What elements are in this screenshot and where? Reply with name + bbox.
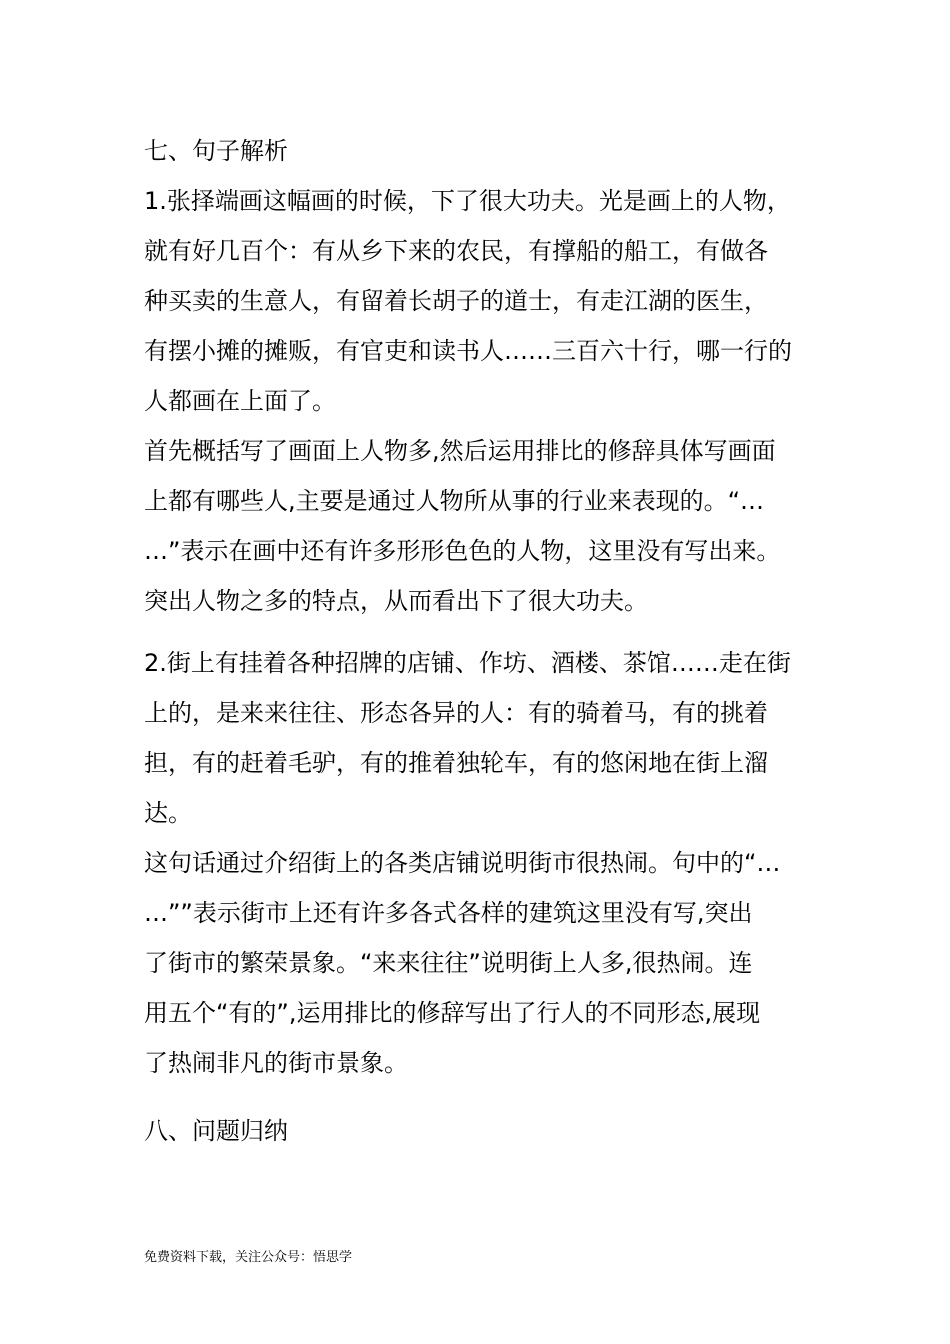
text-line: 上都有哪些人,主要是通过人物所从事的行业来表现的。“… [144, 487, 765, 515]
page-footer: 免费资料下载，关注公众号：悟思学 [144, 1250, 353, 1265]
item-2-analysis [144, 838, 814, 1088]
section-heading-8: 八、问题归纳 [144, 1117, 288, 1145]
text-line: 了热闹非凡的街市景象。 [144, 1049, 408, 1077]
text-line: 用五个“有的”,运用排比的修辞写出了行人的不同形态,展现 [144, 999, 761, 1027]
text-line: 种买卖的生意人，有留着长胡子的道士，有走江湖的医生， [144, 287, 768, 315]
text-line: 突出人物之多的特点，从而看出下了很大功夫。 [144, 587, 648, 615]
section-heading-7: 七、句子解析 [144, 137, 288, 165]
text-line: 这句话通过介绍街上的各类店铺说明街市很热闹。句中的“… [144, 849, 781, 877]
text-line: …””表示街市上还有许多各式各样的建筑这里没有写,突出 [144, 899, 753, 927]
item-2-sentence [144, 638, 814, 838]
item-1-analysis [144, 426, 814, 626]
text-line: 1.张择端画这幅画的时候，下了很大功夫。光是画上的人物， [144, 187, 791, 215]
text-line: 担，有的赶着毛驴，有的推着独轮车，有的悠闲地在街上溜 [144, 749, 768, 777]
text-line: 了街市的繁荣景象。“来来往往”说明街上人多,很热闹。连 [144, 949, 753, 977]
paragraph-gap [144, 1088, 814, 1106]
text-line: 2.街上有挂着各种招牌的店铺、作坊、酒楼、茶馆……走在街 [144, 649, 791, 677]
document-body [144, 126, 814, 1156]
paragraph-gap [144, 626, 814, 638]
text-line: 首先概括写了画面上人物多,然后运用排比的修辞具体写画面 [144, 437, 776, 465]
text-line: 有摆小摊的摊贩，有官吏和读书人……三百六十行，哪一行的 [144, 337, 792, 365]
text-line: 达。 [144, 799, 192, 827]
item-1-sentence [144, 176, 814, 426]
text-line: 就有好几百个：有从乡下来的农民，有撑船的船工，有做各 [144, 237, 768, 265]
text-line: …”表示在画中还有许多形形色色的人物，这里没有写出来。 [144, 537, 781, 565]
text-line: 人都画在上面了。 [144, 387, 336, 415]
text-line: 上的，是来来往往、形态各异的人：有的骑着马，有的挑着 [144, 699, 768, 727]
